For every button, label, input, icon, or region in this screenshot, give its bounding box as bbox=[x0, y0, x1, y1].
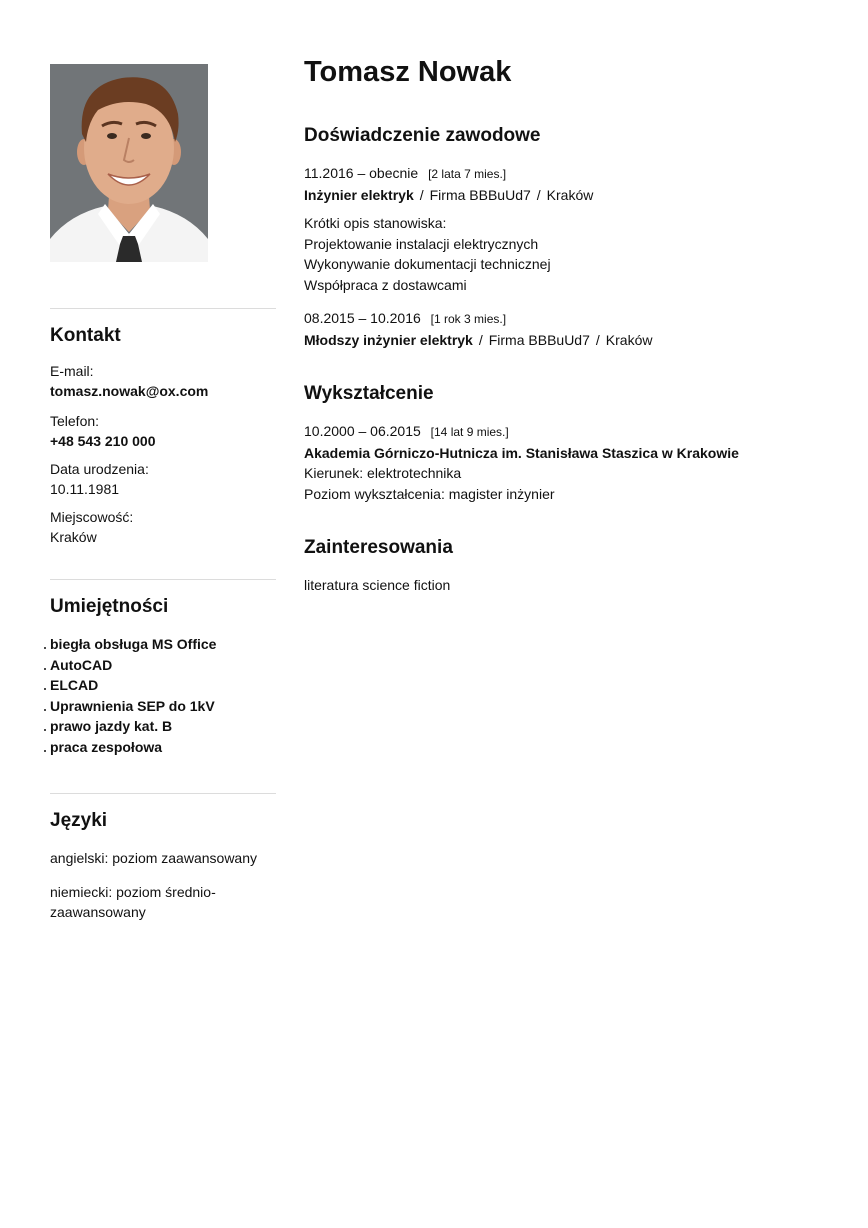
interests-text: literatura science fiction bbox=[304, 577, 451, 593]
email-value: tomasz.nowak@ox.com bbox=[50, 383, 209, 399]
job-period: 11.2016 – obecnie bbox=[304, 165, 419, 181]
email-label: E-mail: bbox=[50, 363, 94, 379]
job-position: Inżynier elektryk bbox=[304, 186, 414, 203]
skill-item: prawo jazdy kat. B bbox=[50, 716, 276, 737]
education-school: Akademia Górniczo-Hutnicza im. Stanisława Staszica w Krakowie bbox=[304, 444, 739, 461]
divider bbox=[50, 308, 276, 309]
main-content bbox=[304, 56, 824, 596]
job-entry bbox=[304, 163, 824, 295]
job-desc-line: Projektowanie instalacji elektrycznych bbox=[304, 235, 539, 252]
divider bbox=[50, 579, 276, 580]
job-desc-title: Krótki opis stanowiska: bbox=[304, 215, 447, 231]
education-field: Kierunek: elektrotechnika bbox=[304, 465, 462, 481]
job-company: Firma BBBuUd7 bbox=[429, 186, 531, 203]
job-position: Młodszy inżynier elektryk bbox=[304, 331, 473, 348]
language-item: niemiecki: poziom średnio-zaawansowany bbox=[50, 884, 216, 920]
separator: / bbox=[419, 186, 424, 203]
education-period: 10.2000 – 06.2015 bbox=[304, 423, 421, 439]
education-level: Poziom wykształcenia: magister inżynier bbox=[304, 485, 555, 502]
contact-heading: Kontakt bbox=[50, 325, 121, 346]
job-city: Kraków bbox=[605, 331, 653, 348]
job-period: 08.2015 – 10.2016 bbox=[304, 310, 421, 326]
divider bbox=[50, 793, 276, 794]
phone-label: Telefon: bbox=[50, 413, 100, 429]
separator: / bbox=[536, 186, 541, 203]
skill-item: Uprawnienia SEP do 1kV bbox=[50, 696, 276, 717]
job-company: Firma BBBuUd7 bbox=[488, 331, 590, 348]
interests-heading: Zainteresowania bbox=[304, 537, 453, 558]
job-desc-line: Współpraca z dostawcami bbox=[304, 276, 467, 293]
job-city: Kraków bbox=[546, 186, 594, 203]
education-heading: Wykształcenie bbox=[304, 383, 434, 404]
job-entry bbox=[304, 308, 824, 350]
separator: / bbox=[478, 331, 483, 348]
job-desc-line: Wykonywanie dokumentacji technicznej bbox=[304, 256, 551, 272]
skill-item: ELCAD bbox=[50, 675, 276, 696]
job-duration: [1 rok 3 mies.] bbox=[430, 312, 507, 326]
city-value: Kraków bbox=[50, 529, 97, 545]
contact-section bbox=[50, 361, 276, 547]
portrait-illustration bbox=[50, 64, 208, 262]
skill-item: AutoCAD bbox=[50, 655, 276, 676]
city-label: Miejscowość: bbox=[50, 509, 134, 525]
education-entry bbox=[304, 421, 824, 504]
profile-photo bbox=[50, 64, 208, 262]
skills-heading: Umiejętności bbox=[50, 596, 169, 617]
separator: / bbox=[595, 331, 600, 348]
skill-item: praca zespołowa bbox=[50, 737, 276, 758]
languages-heading: Języki bbox=[50, 810, 108, 831]
birth-value: 10.11.1981 bbox=[50, 481, 120, 497]
skill-item: biegła obsługa MS Office bbox=[50, 634, 276, 655]
skills-list bbox=[50, 634, 276, 757]
experience-heading: Doświadczenie zawodowe bbox=[304, 125, 541, 146]
phone-value: +48 543 210 000 bbox=[50, 433, 156, 449]
job-duration: [2 lata 7 mies.] bbox=[428, 167, 507, 181]
person-name: Tomasz Nowak bbox=[304, 56, 512, 88]
sidebar bbox=[50, 64, 276, 922]
language-item: angielski: poziom zaawansowany bbox=[50, 850, 257, 866]
education-duration: [14 lat 9 mies.] bbox=[430, 425, 509, 439]
birth-label: Data urodzenia: bbox=[50, 461, 149, 477]
